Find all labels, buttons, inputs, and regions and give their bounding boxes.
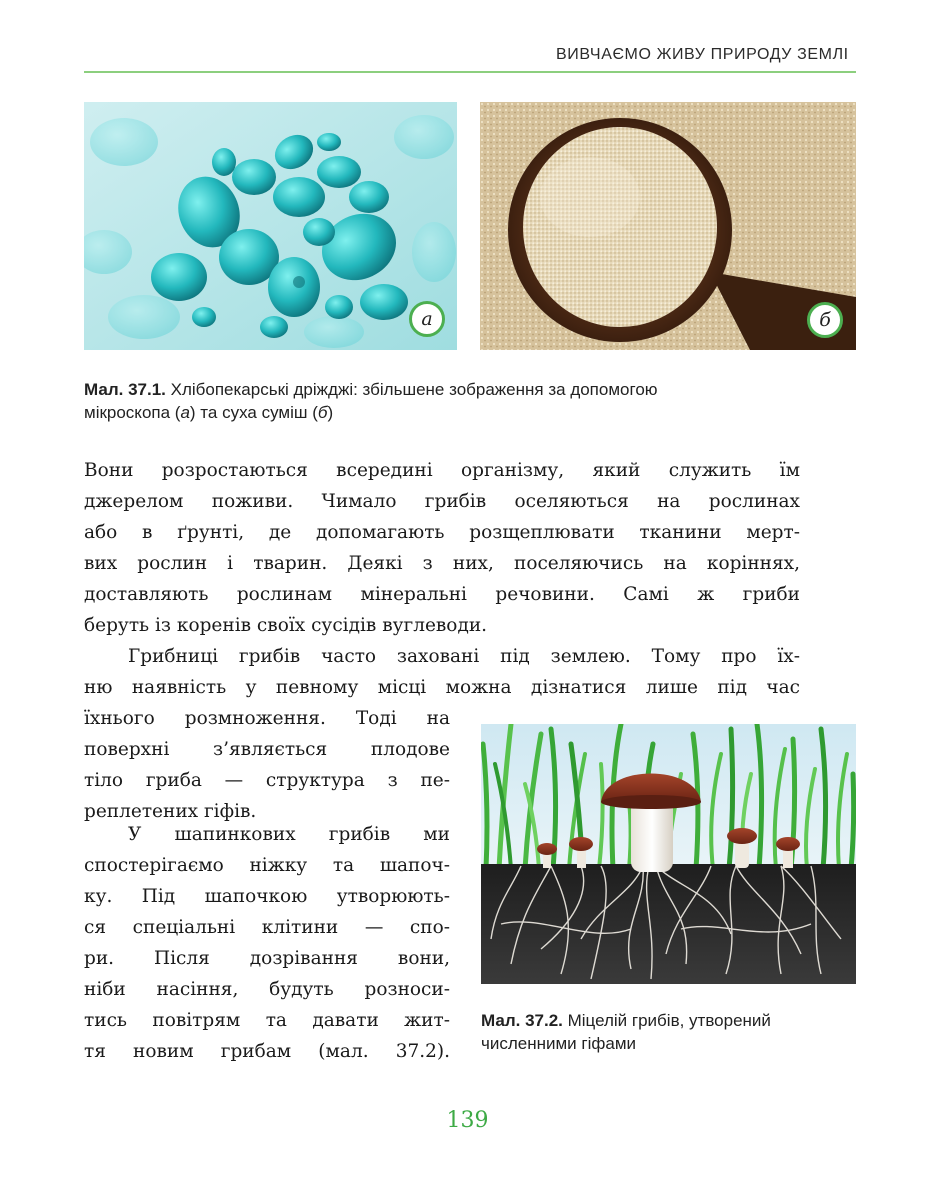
text-line: ніби насіння, будуть розноси- bbox=[84, 979, 450, 1000]
text-line: Грибниці грибів часто заховані під землею. Тому про їх- bbox=[128, 646, 800, 667]
page-number: 139 bbox=[446, 1108, 489, 1133]
text-line: беруть із коренів своїх сусідів вуглеводи. bbox=[84, 615, 488, 636]
text-line: вих рослин і тварин. Деякі з них, поселяючись на коріннях, bbox=[84, 553, 800, 574]
dry-yeast-spoon-image bbox=[480, 102, 856, 350]
paragraph-1 bbox=[84, 455, 800, 641]
caption-text: численними гіфами bbox=[481, 1034, 637, 1053]
text-line: тись повітрям та давати жит- bbox=[84, 1010, 450, 1031]
text-line: їхнього розмноження. Тоді на bbox=[84, 708, 450, 729]
caption-text: Хлібопекарські дріжджі: збільшене зображення за допомогою bbox=[165, 380, 658, 399]
caption-text: ) bbox=[327, 403, 334, 422]
text-line: або в ґрунті, де допомагають розщеплювати тканини мерт- bbox=[84, 522, 800, 543]
caption-label: Мал. 37.1. bbox=[84, 380, 166, 399]
text-line: спостерігаємо ніжку та шапоч- bbox=[84, 855, 450, 876]
text-line: доставляють рослинам мінеральні речовини. Самі ж гриби bbox=[84, 584, 800, 605]
text-line: реплетених гіфів. bbox=[84, 801, 257, 822]
paragraph-3 bbox=[84, 819, 450, 1067]
text-line: тіло гриба — структура з пе- bbox=[84, 770, 450, 791]
text-line: ню наявність у певному місці можна дізнатися лише під час bbox=[84, 677, 800, 698]
caption-italic: б bbox=[317, 403, 328, 422]
label-b-badge: б bbox=[807, 302, 843, 338]
text-line: ся спеціальні клітини — спо- bbox=[84, 917, 450, 938]
caption-text: ) та суха суміш ( bbox=[189, 403, 318, 422]
caption-text: мікроскопа ( bbox=[84, 403, 181, 422]
caption-text: Міцелій грибів, утворений bbox=[562, 1011, 771, 1030]
caption-italic: а bbox=[180, 403, 190, 422]
text-line: ри. Після дозрівання вони, bbox=[84, 948, 450, 969]
paragraph-2-wrap bbox=[84, 703, 450, 827]
text-line: тя новим грибам (мал. 37.2). bbox=[84, 1041, 450, 1062]
yeast-microscope-image bbox=[84, 102, 457, 350]
text-line: У шапинкових грибів ми bbox=[128, 824, 450, 845]
header-divider bbox=[84, 71, 856, 73]
running-header: ВИВЧАЄМО ЖИВУ ПРИРОДУ ЗЕМЛІ bbox=[556, 46, 849, 63]
figure-37-1-caption bbox=[84, 378, 864, 424]
figure-37-2-caption bbox=[481, 1009, 861, 1055]
text-line: ку. Під шапочкою утворюють- bbox=[84, 886, 450, 907]
paragraph-2 bbox=[84, 641, 800, 703]
label-a-badge: а bbox=[409, 301, 445, 337]
caption-label: Мал. 37.2. bbox=[481, 1011, 563, 1030]
text-line: Вони розростаються всередині організму, який служить їм bbox=[84, 460, 800, 481]
mycelium-illustration bbox=[481, 724, 856, 984]
text-line: поверхні з’являється плодове bbox=[84, 739, 450, 760]
text-line: джерелом поживи. Чимало грибів оселяються на рослинах bbox=[84, 491, 800, 512]
